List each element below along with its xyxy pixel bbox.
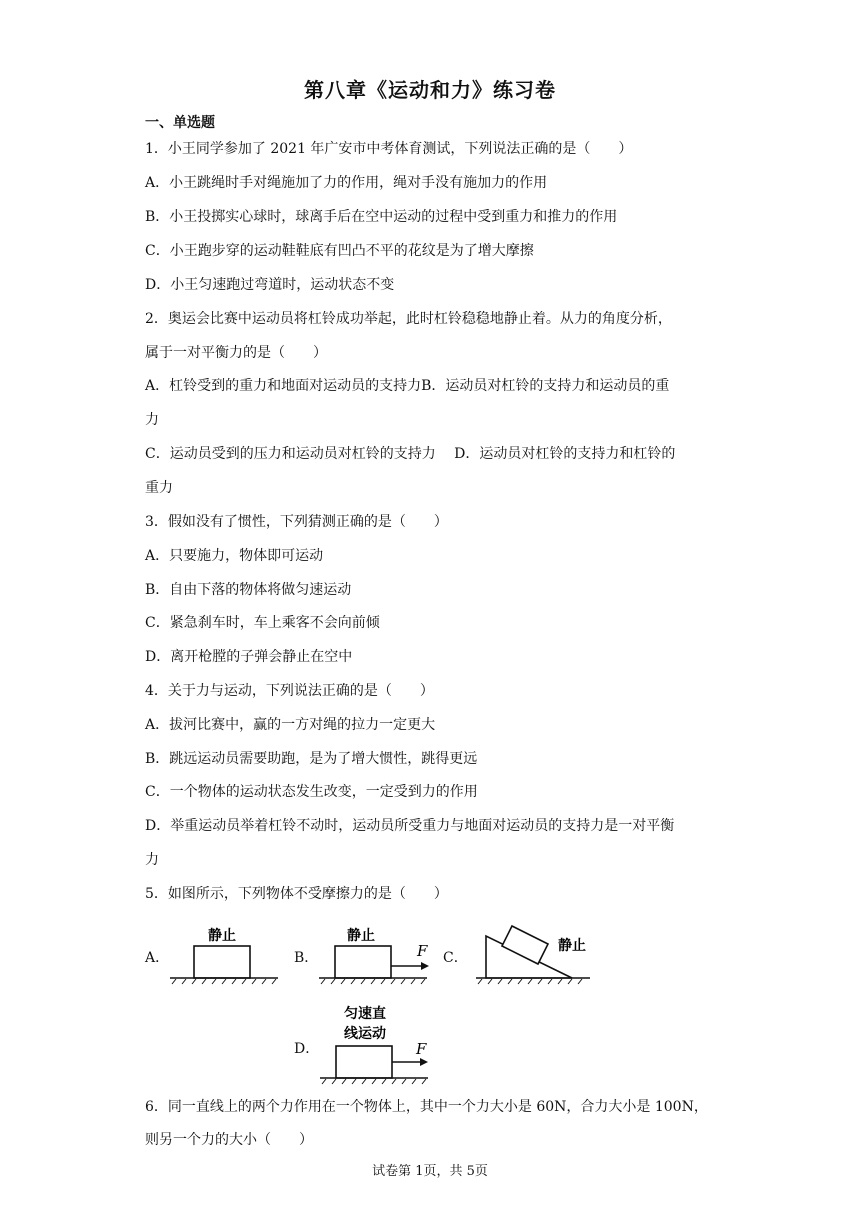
figure-b-block-with-force [317,922,435,986]
q1-option-b: B．小王投掷实心球时，球离手后在空中运动的过程中受到重力和推力的作用 [145,209,618,225]
q3-option-a: A．只要施力，物体即可运动 [145,548,324,564]
fig-b-force-label: F [417,942,428,960]
question-4: 4．关于力与运动，下列说法正确的是（ ） [145,683,434,699]
fig-d-force-label: F [416,1040,427,1058]
q2-options-ab-cont: 力 [145,412,159,428]
fig-label-d: D． [294,1041,320,1057]
figure-d-uniform-motion [318,1000,436,1086]
figure-a-block-at-rest [168,922,286,986]
question-2-line-1: 2．奥运会比赛中运动员将杠铃成功举起，此时杠铃稳稳地静止着。从力的角度分析， [145,311,672,327]
q4-option-d: D．举重运动员举着杠铃不动时，运动员所受重力与地面对运动员的支持力是一对平衡 [145,818,675,834]
page-footer: 试卷第 1页，共 5页 [372,1164,488,1179]
q4-option-c: C．一个物体的运动状态发生改变，一定受到力的作用 [145,784,478,800]
q4-option-d-cont: 力 [145,852,159,868]
fig-d-uniform-label-2: 线运动 [344,1026,386,1042]
fig-a-still-label: 静止 [208,928,236,944]
q3-option-b: B．自由下落的物体将做匀速运动 [145,582,352,598]
figure-c-block-on-incline [472,918,600,988]
question-5: 5．如图所示，下列物体不受摩擦力的是（ ） [145,886,448,902]
question-6-line-2: 则另一个力的大小（ ） [145,1132,313,1148]
fig-label-c: C． [443,950,468,966]
question-3: 3．假如没有了惯性，下列猜测正确的是（ ） [145,514,448,530]
fig-d-uniform-label-1: 匀速直 [344,1006,386,1022]
q2-options-cd: C．运动员受到的压力和运动员对杠铃的支持力 D．运动员对杠铃的支持力和杠铃的 [145,446,676,462]
question-2-line-2: 属于一对平衡力的是（ ） [145,345,327,361]
question-1: 1．小王同学参加了 2021 年广安市中考体育测试，下列说法正确的是（ ） [145,141,633,157]
q1-option-a: A．小王跳绳时手对绳施加了力的作用，绳对手没有施加力的作用 [145,175,548,191]
q1-option-c: C．小王跑步穿的运动鞋鞋底有凹凸不平的花纹是为了增大摩擦 [145,243,534,259]
q3-option-c: C．紧急刹车时，车上乘客不会向前倾 [145,615,380,631]
page-title: 第八章《运动和力》练习卷 [304,78,556,102]
q4-option-b: B．跳远运动员需要助跑，是为了增大惯性，跳得更远 [145,751,478,767]
q2-options-cd-cont: 重力 [145,480,173,496]
q1-option-d: D．小王匀速跑过弯道时，运动状态不变 [145,277,395,293]
q4-option-a: A．拔河比赛中，赢的一方对绳的拉力一定更大 [145,717,436,733]
q3-option-d: D．离开枪膛的子弹会静止在空中 [145,649,353,665]
fig-c-still-label: 静止 [558,938,586,954]
question-6-line-1: 6．同一直线上的两个力作用在一个物体上，其中一个力大小是 60N，合力大小是 100N， [145,1099,708,1115]
q2-options-ab: A．杠铃受到的重力和地面对运动员的支持力B．运动员对杠铃的支持力和运动员的重 [145,378,670,394]
section-heading: 一、单选题 [145,115,215,131]
fig-label-a: A． [145,950,170,966]
fig-label-b: B． [294,950,319,966]
fig-b-still-label: 静止 [347,928,375,944]
